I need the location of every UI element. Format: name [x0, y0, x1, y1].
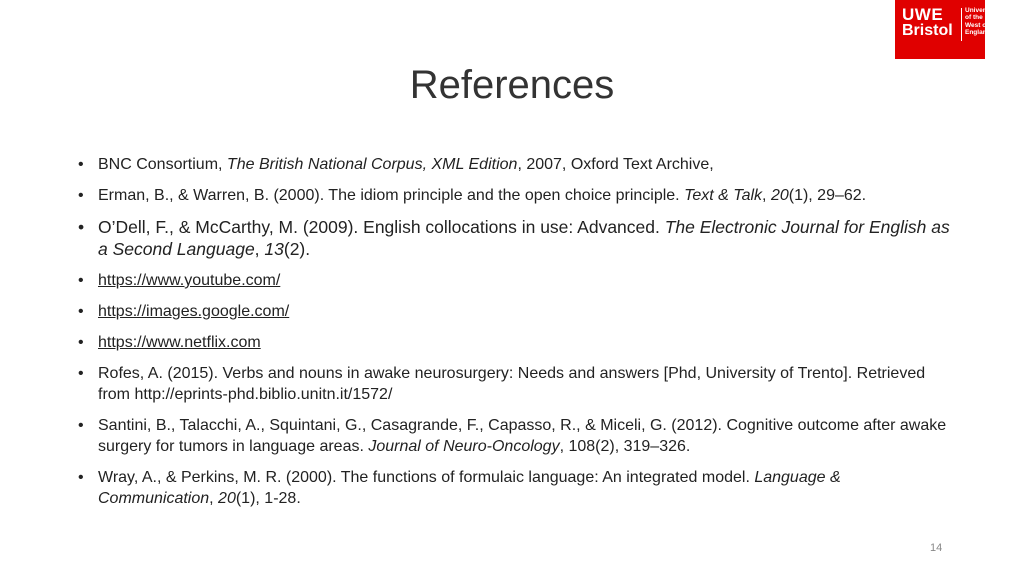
reference-item — [78, 301, 958, 322]
reference-text: , — [209, 490, 219, 507]
logo-university-name — [965, 7, 997, 37]
reference-text: Erman, B., & Warren, B. (2000). The idiom principle and the open choice principle. — [98, 187, 685, 204]
logo-line-uwe: UWE — [902, 5, 944, 24]
reference-text: Wray, A., & Perkins, M. R. (2000). The functions of formulaic language: An integrated model. — [98, 469, 755, 486]
reference-link[interactable]: https://www.netflix.com — [98, 334, 261, 351]
reference-text: (2). — [283, 239, 311, 259]
reference-text: Santini, B., Talacchi, A., Squintani, G., Casagrande, F., Capasso, R., & Miceli, G. (2012). Cognitive outcome after awake surgery for tumors in language areas. — [98, 417, 947, 455]
reference-text: O’Dell, F., & McCarthy, M. (2009). English collocations in use: Advanced. — [98, 217, 665, 237]
reference-text: , — [254, 239, 265, 259]
reference-italic-text: 13 — [264, 239, 284, 259]
reference-link[interactable]: https://images.google.com/ — [98, 303, 290, 320]
reference-text: , 2007, Oxford Text Archive, — [517, 156, 714, 173]
reference-italic-text: Journal of Neuro-Oncology — [368, 438, 560, 455]
reference-italic-text: 20 — [770, 187, 789, 204]
reference-text: BNC Consortium, — [98, 156, 227, 173]
reference-text: , 108(2), 319–326. — [559, 438, 691, 455]
references-list — [78, 154, 958, 519]
page-number: 14 — [930, 542, 943, 554]
reference-text: (1), 29–62. — [788, 187, 867, 204]
reference-item — [78, 154, 958, 175]
reference-italic-text: The Electronic Journal for English as a Second Language — [98, 217, 950, 259]
logo-line-bristol: Bristol — [902, 22, 953, 39]
reference-text: (1), 1-28. — [235, 490, 301, 507]
reference-text: Rofes, A. (2015). Verbs and nouns in awake neurosurgery: Needs and answers [Phd, University of Trento]. Retrieved from http://eprints-phd.biblio.unitn.it/1572/ — [98, 365, 926, 403]
reference-italic-text: Text & Talk — [684, 187, 763, 204]
logo-sub-line: of the — [965, 14, 983, 22]
reference-italic-text: The British National Corpus, XML Edition — [226, 156, 518, 173]
reference-item — [78, 270, 958, 291]
reference-item — [78, 332, 958, 353]
reference-item — [78, 185, 958, 206]
logo-sub-line: West of — [965, 21, 989, 29]
logo-divider — [961, 8, 962, 41]
reference-item — [78, 363, 958, 405]
logo-sub-line: University — [965, 7, 997, 14]
reference-italic-text: Language & Communication — [98, 469, 841, 507]
reference-item — [78, 467, 958, 509]
reference-link[interactable]: https://www.youtube.com/ — [98, 272, 281, 289]
reference-item — [78, 216, 958, 260]
reference-text: , — [762, 187, 771, 204]
slide-title: References — [409, 63, 615, 107]
uwe-bristol-logo — [895, 0, 997, 59]
reference-item — [78, 415, 958, 457]
logo-wordmark — [902, 7, 960, 39]
logo-sub-line: England — [965, 29, 991, 37]
reference-italic-text: 20 — [218, 490, 236, 507]
